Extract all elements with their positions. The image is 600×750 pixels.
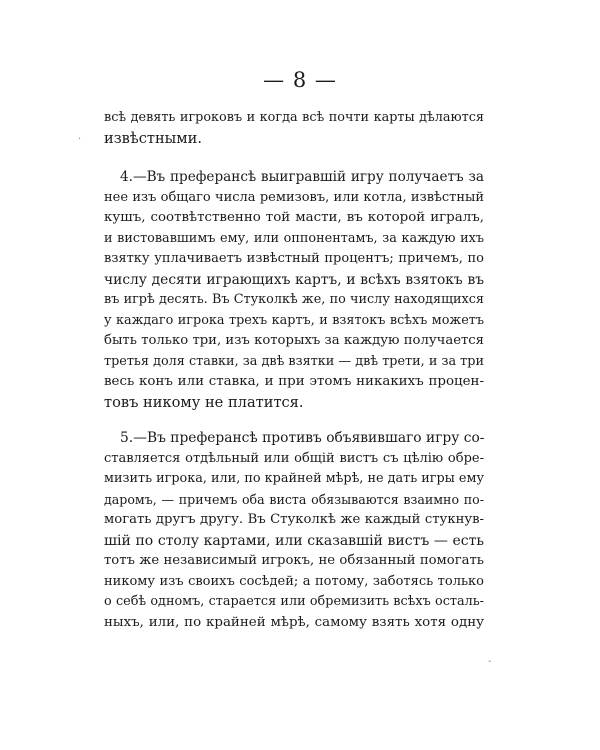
text-line: о себѣ одномъ, старается или обремизить всѣхъ осталь- [104,594,484,609]
text-line: кушъ, соотвѣтственно той масти, въ которой игралъ, [104,210,484,225]
text-line: товъ никому не платится. [104,393,304,411]
text-line: тотъ же независимый игрокъ, не обязанный помогать [104,553,484,568]
text-line: 5.—Въ преферансѣ противъ объявившаго игру со- [120,430,484,446]
text-line: шій по столу картами, или сказавшій вистъ — есть [104,532,484,549]
text-line: быть только три, изъ которыхъ за каждую получается [104,333,484,348]
paragraph-4 [104,167,484,413]
text-line: взятку уплачиваетъ извѣстный процентъ; причемъ, по [104,251,484,266]
text-line: извѣстными. [104,129,203,147]
text-line: мизить игрока, или, по крайней мѣрѣ, не дать игры ему [104,471,484,486]
text-line: ставляется отдѣльный или общій вистъ съ цѣлію обре- [104,450,484,466]
text-line: 4.—Въ преферансѣ выигравшій игру получаетъ за [120,169,484,185]
margin-mark: - [488,656,492,667]
text-line: нее изъ общаго числа ремизовъ, или котла, извѣстный [104,189,484,205]
paragraph-5 [104,428,484,633]
margin-mark: · [78,134,82,145]
text-line: весь конъ или ставка, и при этомъ никакихъ процен- [104,374,484,389]
text-line: никому изъ своихъ сосѣдей; а потому, заботясь только [104,573,484,589]
page-number: — 8 — [263,68,337,92]
text-line: ныхъ, или, по крайней мѣрѣ, самому взять хотя одну [104,614,484,630]
text-line: могать другъ другу. Въ Стуколкѣ же каждый стукнув- [104,512,484,527]
paragraph-continuation [104,108,484,149]
text-line: третья доля ставки, за двѣ взятки — двѣ трети, и за три [104,353,484,369]
text-line: и вистовавшимъ ему, или оппонентамъ, за каждую ихъ [104,230,484,246]
text-line: числу десяти играющихъ картъ, и всѣхъ взятокъ въ [104,271,484,288]
text-line: всѣ девять игроковъ и когда всѣ почти карты дѣлаются [104,110,484,125]
text-line: даромъ, — причемъ оба виста обязываются взаимно по- [104,491,484,507]
text-line: у каждаго игрока трехъ картъ, и взятокъ всѣхъ можетъ [104,312,484,328]
text-line: въ игрѣ десять. Въ Стуколкѣ же, по числу находящихся [104,292,484,307]
